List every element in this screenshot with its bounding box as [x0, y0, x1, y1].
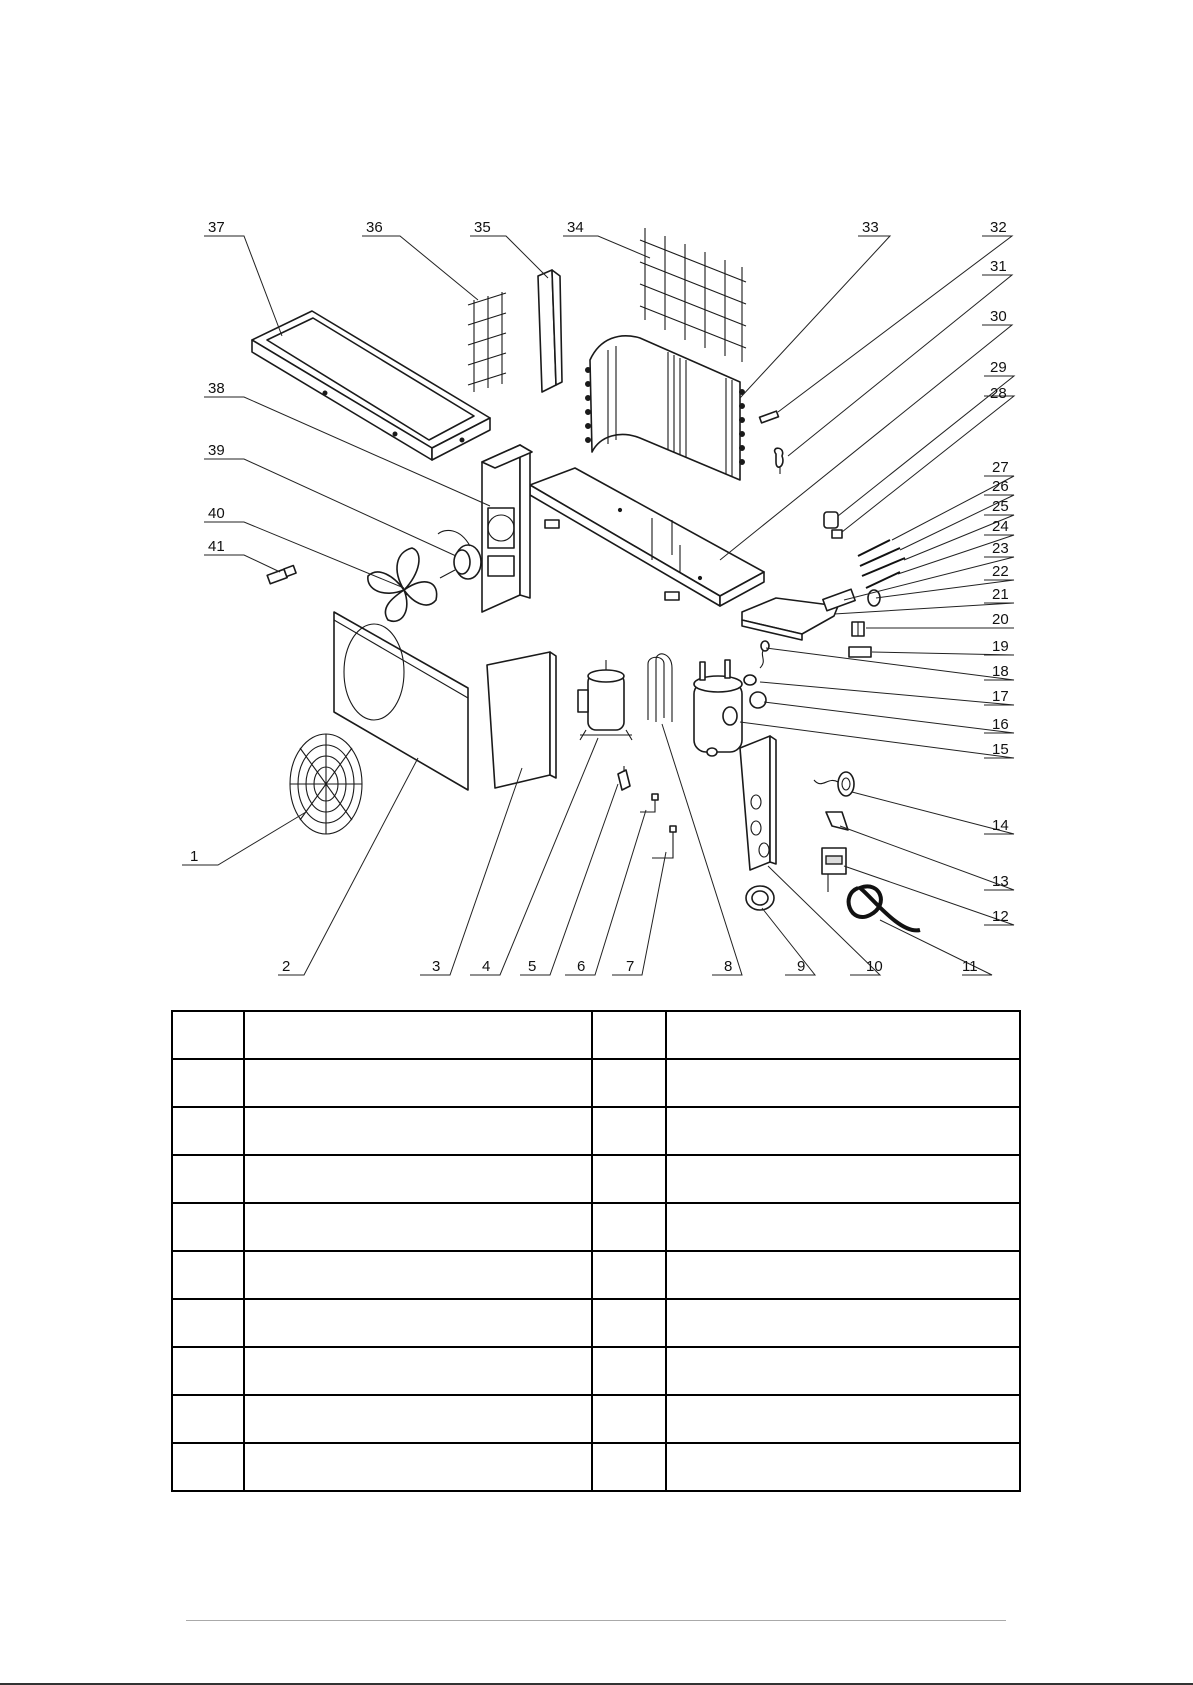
callout-26: 26: [992, 478, 1009, 495]
part-terminal-blocks: [849, 622, 871, 657]
table-row: [172, 1107, 1020, 1155]
part-cable: [849, 886, 920, 930]
callout-6: 6: [577, 958, 586, 975]
callout-3: 3: [432, 958, 441, 975]
callout-40: 40: [208, 505, 225, 522]
callout-5: 5: [528, 958, 537, 975]
callout-38: 38: [208, 380, 225, 397]
table-cell: [172, 1347, 244, 1395]
table-cell: [666, 1107, 1020, 1155]
table-cell: [172, 1155, 244, 1203]
table-cell: [592, 1203, 666, 1251]
part-corner-post: [538, 270, 562, 392]
table-cell: [592, 1107, 666, 1155]
callout-1: 1: [190, 848, 199, 865]
part-sensor-wires: [858, 540, 905, 588]
table-row: [172, 1299, 1020, 1347]
callout-23: 23: [992, 540, 1009, 557]
callout-16: 16: [992, 716, 1009, 733]
callout-20: 20: [992, 611, 1009, 628]
part-side-panel: [740, 736, 776, 870]
part-top-cover: [252, 311, 490, 460]
table-cell: [172, 1059, 244, 1107]
callout-25: 25: [992, 498, 1009, 515]
callout-24: 24: [992, 518, 1009, 535]
callout-28: 28: [990, 385, 1007, 402]
part-compressor: [578, 660, 632, 740]
table-row: [172, 1251, 1020, 1299]
part-side-grille-small: [468, 292, 506, 392]
table-cell: [666, 1011, 1020, 1059]
part-capacitor: [824, 512, 842, 538]
callout-36: 36: [366, 219, 383, 236]
table-cell: [244, 1107, 592, 1155]
table-cell: [592, 1443, 666, 1491]
part-evaporator-coil: [586, 336, 745, 480]
table-row: [172, 1203, 1020, 1251]
callout-33: 33: [862, 219, 879, 236]
table-row: [172, 1155, 1020, 1203]
table-cell: [666, 1251, 1020, 1299]
table-cell: [172, 1443, 244, 1491]
table-cell: [244, 1299, 592, 1347]
parts-table: [171, 1010, 1021, 1492]
part-fittings: [744, 641, 769, 708]
part-valve-coil: [760, 411, 783, 474]
table-cell: [172, 1251, 244, 1299]
table-row: [172, 1011, 1020, 1059]
table-cell: [172, 1299, 244, 1347]
table-cell: [666, 1299, 1020, 1347]
table-cell: [172, 1011, 244, 1059]
part-fan-guard: [290, 734, 362, 834]
callout-15: 15: [992, 741, 1009, 758]
callout-31: 31: [990, 258, 1007, 275]
part-rear-grille-large: [640, 228, 746, 362]
table-cell: [172, 1203, 244, 1251]
part-pressure-switch: [814, 772, 854, 796]
table-row: [172, 1443, 1020, 1491]
part-fan-bracket: [482, 445, 532, 612]
callout-8: 8: [724, 958, 733, 975]
part-partition-panel: [487, 652, 556, 788]
parts-table-body: [172, 1011, 1020, 1491]
table-cell: [592, 1059, 666, 1107]
table-cell: [244, 1347, 592, 1395]
callout-21: 21: [992, 586, 1009, 603]
callout-11: 11: [962, 958, 978, 975]
part-heat-exchanger: [694, 660, 742, 756]
part-fan-blade: [368, 548, 437, 621]
part-valve: [618, 766, 630, 790]
table-cell: [592, 1395, 666, 1443]
table-cell: [592, 1251, 666, 1299]
callout-14: 14: [992, 817, 1009, 834]
callout-39: 39: [208, 442, 225, 459]
callout-19: 19: [992, 638, 1009, 655]
callout-17: 17: [992, 688, 1009, 705]
callout-34: 34: [567, 219, 584, 236]
footer-divider: [186, 1620, 1006, 1621]
table-cell: [666, 1347, 1020, 1395]
callout-2: 2: [282, 958, 291, 975]
callout-9: 9: [797, 958, 806, 975]
part-front-panel: [334, 612, 468, 790]
callout-32: 32: [990, 219, 1007, 236]
callout-4: 4: [482, 958, 491, 975]
table-cell: [666, 1059, 1020, 1107]
part-coil-tubes: [648, 654, 672, 722]
callout-29: 29: [990, 359, 1007, 376]
table-cell: [666, 1443, 1020, 1491]
part-base-tray: [530, 468, 764, 606]
callout-22: 22: [992, 563, 1009, 580]
callout-27: 27: [992, 459, 1009, 476]
callout-12: 12: [992, 908, 1009, 925]
table-cell: [666, 1203, 1020, 1251]
part-tubes: [640, 794, 676, 858]
part-control-board: [823, 589, 880, 611]
callout-30: 30: [990, 308, 1007, 325]
table-cell: [244, 1443, 592, 1491]
table-cell: [244, 1011, 592, 1059]
callout-13: 13: [992, 873, 1009, 890]
table-cell: [592, 1299, 666, 1347]
table-cell: [592, 1011, 666, 1059]
part-electrical-box: [742, 598, 838, 640]
callout-7: 7: [626, 958, 635, 975]
callout-10: 10: [866, 958, 883, 975]
table-row: [172, 1059, 1020, 1107]
table-cell: [244, 1395, 592, 1443]
callout-18: 18: [992, 663, 1009, 680]
table-cell: [244, 1155, 592, 1203]
part-grommet: [746, 886, 774, 910]
table-cell: [592, 1347, 666, 1395]
table-row: [172, 1347, 1020, 1395]
callout-37: 37: [208, 219, 225, 236]
table-cell: [244, 1059, 592, 1107]
part-controller: [822, 848, 846, 892]
table-cell: [666, 1395, 1020, 1443]
table-cell: [172, 1107, 244, 1155]
part-fan-motor: [438, 530, 481, 579]
callout-35: 35: [474, 219, 491, 236]
table-cell: [172, 1395, 244, 1443]
callout-41: 41: [208, 538, 225, 555]
table-cell: [244, 1251, 592, 1299]
table-cell: [666, 1155, 1020, 1203]
table-cell: [592, 1155, 666, 1203]
table-row: [172, 1395, 1020, 1443]
table-cell: [244, 1203, 592, 1251]
